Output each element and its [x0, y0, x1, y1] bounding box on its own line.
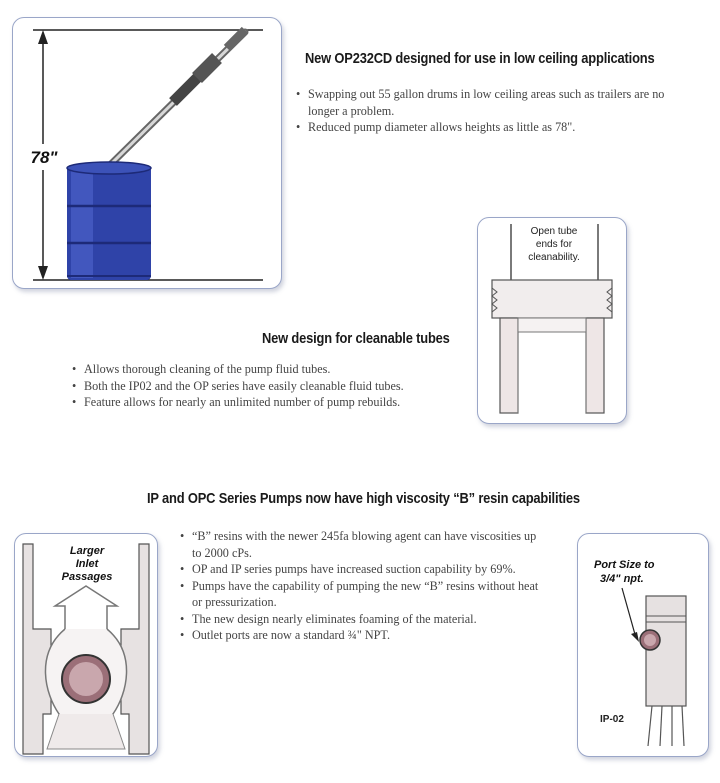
callout-line-2: ends for — [535, 239, 573, 250]
section1-bullets — [296, 86, 676, 136]
list-item: • Swapping out 55 gallon drums in low ceiling areas such as trailers are no longer a problem. — [296, 86, 676, 119]
model-label: IP-02 — [600, 714, 624, 725]
list-item: • “B” resins with the newer 245fa blowing agent can have viscosities up to 2000 cPs. — [180, 528, 545, 561]
callout-line-1: Open tube — [530, 226, 578, 237]
inlet-line-1: Larger — [69, 545, 105, 557]
blue-drum — [67, 162, 151, 280]
list-item: • Both the IP02 and the OP series have easily cleanable fluid tubes. — [72, 378, 472, 395]
section3-bullets — [180, 528, 545, 644]
tube-fitting — [492, 280, 612, 413]
height-label: 78" — [30, 148, 58, 167]
tube-diagram-frame — [477, 217, 627, 424]
dimension-arrow-bottom — [38, 266, 48, 280]
pump-tube — [111, 30, 245, 164]
pump-port-body — [640, 596, 686, 746]
dimension-arrow-top — [38, 30, 48, 44]
inlet-diagram — [15, 534, 157, 756]
list-item: • Allows thorough cleaning of the pump fluid tubes. — [72, 361, 472, 378]
list-item: • Feature allows for nearly an unlimited number of pump rebuilds. — [72, 394, 472, 411]
port-diagram-frame — [577, 533, 709, 757]
list-item: • The new design nearly eliminates foaming of the material. — [180, 611, 545, 628]
drum-illustration-frame — [12, 17, 282, 289]
port-line-1: Port Size to — [594, 559, 655, 571]
inlet-diagram-frame — [14, 533, 158, 757]
drum-illustration — [13, 18, 281, 288]
list-item: • OP and IP series pumps have increased suction capability by 69%. — [180, 561, 545, 578]
port-diagram — [578, 534, 708, 756]
list-item: • Outlet ports are now a standard ¾" NPT. — [180, 627, 545, 644]
section1-heading: New OP232CD designed for use in low ceiling applications — [305, 50, 655, 67]
callout-line-3: cleanability. — [528, 252, 580, 263]
section2-heading: New design for cleanable tubes — [262, 330, 450, 347]
section3-heading: IP and OPC Series Pumps now have high viscosity “B” resin capabilities — [147, 490, 580, 507]
port-callout-line — [622, 588, 636, 638]
section2-bullets — [72, 361, 472, 411]
port-line-2: 3/4" npt. — [600, 573, 644, 585]
inlet-line-3: Passages — [61, 571, 113, 583]
inlet-line-2: Inlet — [75, 558, 99, 570]
list-item: • Pumps have the capability of pumping the new “B” resins without heat or pressurization. — [180, 578, 545, 611]
list-item: • Reduced pump diameter allows heights as little as 78". — [296, 119, 676, 136]
tube-diagram — [478, 218, 626, 423]
